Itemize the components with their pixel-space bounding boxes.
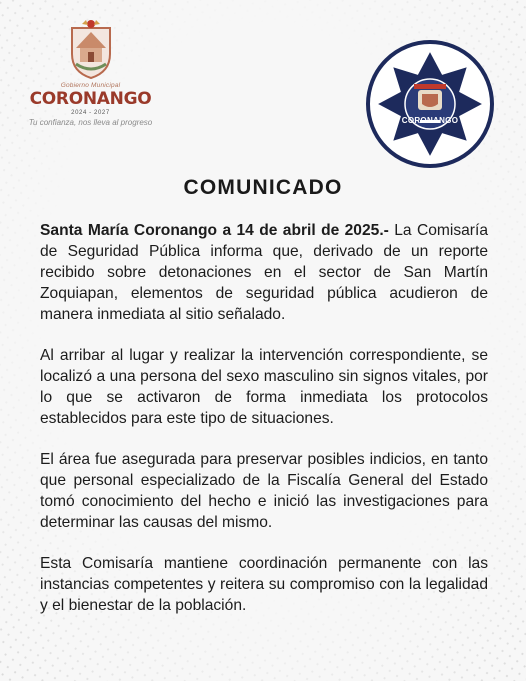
municipality-subtitle: Gobierno Municipal — [60, 82, 121, 89]
municipal-shield-icon — [66, 18, 116, 80]
administration-period: 2024 - 2027 — [71, 110, 110, 116]
paragraph-4: Esta Comisaría mantiene coordinación permanente con las instancias competentes y reitera su compromiso con la legalidad y el bienestar de la población. — [40, 555, 488, 614]
municipal-logo — [18, 18, 163, 128]
municipal-slogan: Tu confianza, nos lleva al progreso — [28, 118, 153, 127]
document-body — [40, 220, 488, 636]
paragraph-3: El área fue asegurada para preservar posibles indicios, en tanto que personal especializado de la Fiscalía General del Estado tomó conocimiento del hecho e inició las investigaciones para determinar las causas del mismo. — [40, 451, 488, 531]
paragraph-1-text: La Comisaría de Seguridad Pública informa que, derivado de un reporte recibido sobre detonaciones en el sector de San Martín Zoquiapan, elementos de seguridad pública acudieron de manera inmediata al sitio señalado. — [40, 222, 489, 323]
paragraph-2: Al arribar al lugar y realizar la intervención correspondiente, se localizó a una persona del sexo masculino sin signos vitales, por lo que se activaron de forma inmediata los protocolos establecidos para este tipo de situaciones. — [40, 347, 488, 427]
badge-label: CORONANGO — [401, 116, 459, 125]
police-badge — [366, 40, 494, 168]
dateline: Santa María Coronango a 14 de abril de 2025.- — [40, 222, 389, 239]
paragraph-1 — [40, 220, 488, 325]
document-title: COMUNICADO — [183, 176, 343, 199]
municipality-name: CORONANGO — [29, 89, 152, 109]
police-star-badge-icon — [366, 40, 494, 168]
